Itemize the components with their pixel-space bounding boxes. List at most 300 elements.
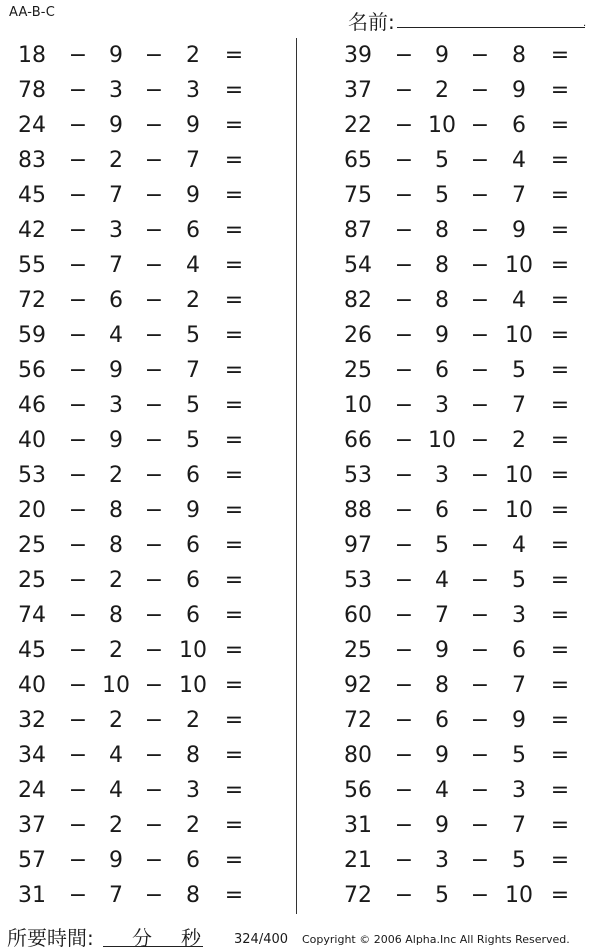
minus-sign: − bbox=[68, 358, 88, 383]
minuend: 25 bbox=[344, 638, 372, 663]
subtrahend-1: 8 bbox=[435, 288, 449, 313]
minuend: 31 bbox=[344, 813, 372, 838]
minus-sign: − bbox=[470, 883, 490, 908]
equals-sign: = bbox=[224, 113, 244, 138]
minus-sign: − bbox=[394, 638, 414, 663]
equals-sign: = bbox=[224, 78, 244, 103]
minuend: 57 bbox=[18, 848, 46, 873]
minuend: 53 bbox=[344, 568, 372, 593]
minus-sign: − bbox=[144, 603, 164, 628]
minus-sign: − bbox=[68, 393, 88, 418]
equals-sign: = bbox=[224, 358, 244, 383]
minus-sign: − bbox=[68, 743, 88, 768]
minus-sign: − bbox=[394, 323, 414, 348]
minus-sign: − bbox=[68, 78, 88, 103]
minuend: 25 bbox=[344, 358, 372, 383]
minus-sign: − bbox=[394, 43, 414, 68]
subtrahend-1: 3 bbox=[435, 393, 449, 418]
minus-sign: − bbox=[68, 638, 88, 663]
subtrahend-1: 2 bbox=[109, 463, 123, 488]
time-label: 所要時間: bbox=[7, 926, 94, 950]
subtrahend-1: 5 bbox=[435, 148, 449, 173]
minus-sign: − bbox=[144, 288, 164, 313]
minuend: 56 bbox=[18, 358, 46, 383]
minus-sign: − bbox=[470, 218, 490, 243]
minus-sign: − bbox=[470, 113, 490, 138]
minus-sign: − bbox=[68, 568, 88, 593]
minuend: 72 bbox=[344, 883, 372, 908]
equals-sign: = bbox=[224, 288, 244, 313]
minuend: 24 bbox=[18, 778, 46, 803]
minuend: 37 bbox=[18, 813, 46, 838]
minus-sign: − bbox=[68, 218, 88, 243]
minus-sign: − bbox=[470, 393, 490, 418]
equals-sign: = bbox=[550, 253, 570, 278]
minus-sign: − bbox=[68, 848, 88, 873]
minus-sign: − bbox=[68, 43, 88, 68]
minus-sign: − bbox=[470, 743, 490, 768]
minus-sign: − bbox=[394, 743, 414, 768]
subtrahend-2: 7 bbox=[512, 183, 526, 208]
minus-sign: − bbox=[144, 568, 164, 593]
minuend: 87 bbox=[344, 218, 372, 243]
subtrahend-2: 9 bbox=[512, 78, 526, 103]
subtrahend-1: 10 bbox=[428, 113, 456, 138]
equals-sign: = bbox=[550, 848, 570, 873]
subtrahend-1: 3 bbox=[109, 218, 123, 243]
subtrahend-1: 10 bbox=[428, 428, 456, 453]
subtrahend-2: 2 bbox=[186, 708, 200, 733]
minus-sign: − bbox=[144, 148, 164, 173]
subtrahend-2: 4 bbox=[186, 253, 200, 278]
minus-sign: − bbox=[68, 148, 88, 173]
minuend: 26 bbox=[344, 323, 372, 348]
minus-sign: − bbox=[394, 148, 414, 173]
minuend: 39 bbox=[344, 43, 372, 68]
subtrahend-2: 3 bbox=[186, 78, 200, 103]
minuend: 72 bbox=[18, 288, 46, 313]
minus-sign: − bbox=[394, 113, 414, 138]
minus-sign: − bbox=[68, 498, 88, 523]
subtrahend-2: 6 bbox=[512, 113, 526, 138]
equals-sign: = bbox=[550, 603, 570, 628]
minus-sign: − bbox=[470, 533, 490, 558]
minuend: 46 bbox=[18, 393, 46, 418]
minuend: 21 bbox=[344, 848, 372, 873]
subtrahend-1: 4 bbox=[109, 323, 123, 348]
minuend: 59 bbox=[18, 323, 46, 348]
subtrahend-2: 3 bbox=[512, 778, 526, 803]
equals-sign: = bbox=[550, 78, 570, 103]
minus-sign: − bbox=[394, 673, 414, 698]
minus-sign: − bbox=[394, 288, 414, 313]
subtrahend-1: 6 bbox=[435, 358, 449, 383]
subtrahend-2: 10 bbox=[505, 323, 533, 348]
minus-sign: − bbox=[144, 43, 164, 68]
minus-sign: − bbox=[68, 113, 88, 138]
minuend: 18 bbox=[18, 43, 46, 68]
minus-sign: − bbox=[470, 428, 490, 453]
equals-sign: = bbox=[550, 358, 570, 383]
subtrahend-1: 9 bbox=[109, 428, 123, 453]
minus-sign: − bbox=[394, 358, 414, 383]
subtrahend-2: 2 bbox=[186, 43, 200, 68]
equals-sign: = bbox=[550, 183, 570, 208]
equals-sign: = bbox=[224, 883, 244, 908]
minus-sign: − bbox=[68, 708, 88, 733]
minuend: 53 bbox=[18, 463, 46, 488]
minus-sign: − bbox=[470, 848, 490, 873]
minus-sign: − bbox=[68, 288, 88, 313]
equals-sign: = bbox=[224, 638, 244, 663]
minuend: 20 bbox=[18, 498, 46, 523]
equals-sign: = bbox=[550, 638, 570, 663]
minus-sign: − bbox=[470, 463, 490, 488]
subtrahend-1: 9 bbox=[435, 323, 449, 348]
subtrahend-1: 4 bbox=[435, 568, 449, 593]
subtrahend-2: 5 bbox=[186, 393, 200, 418]
subtrahend-1: 3 bbox=[109, 393, 123, 418]
subtrahend-2: 6 bbox=[186, 463, 200, 488]
minus-sign: − bbox=[68, 183, 88, 208]
subtrahend-2: 8 bbox=[186, 883, 200, 908]
minuend: 40 bbox=[18, 673, 46, 698]
equals-sign: = bbox=[224, 218, 244, 243]
subtrahend-2: 10 bbox=[505, 498, 533, 523]
minus-sign: − bbox=[144, 358, 164, 383]
minus-sign: − bbox=[470, 183, 490, 208]
equals-sign: = bbox=[550, 218, 570, 243]
minuend: 60 bbox=[344, 603, 372, 628]
minuend: 72 bbox=[344, 708, 372, 733]
equals-sign: = bbox=[550, 673, 570, 698]
equals-sign: = bbox=[224, 428, 244, 453]
subtrahend-1: 9 bbox=[109, 113, 123, 138]
subtrahend-2: 9 bbox=[186, 113, 200, 138]
minuend: 74 bbox=[18, 603, 46, 628]
subtrahend-1: 9 bbox=[435, 813, 449, 838]
minuend: 34 bbox=[18, 743, 46, 768]
equals-sign: = bbox=[224, 743, 244, 768]
equals-sign: = bbox=[550, 288, 570, 313]
minuend: 80 bbox=[344, 743, 372, 768]
subtrahend-1: 9 bbox=[109, 43, 123, 68]
minus-sign: − bbox=[144, 463, 164, 488]
minus-sign: − bbox=[394, 778, 414, 803]
subtrahend-2: 10 bbox=[505, 253, 533, 278]
equals-sign: = bbox=[550, 568, 570, 593]
subtrahend-1: 4 bbox=[435, 778, 449, 803]
equals-sign: = bbox=[224, 673, 244, 698]
subtrahend-2: 9 bbox=[186, 183, 200, 208]
subtrahend-2: 10 bbox=[179, 638, 207, 663]
equals-sign: = bbox=[224, 708, 244, 733]
minuend: 97 bbox=[344, 533, 372, 558]
subtrahend-2: 10 bbox=[505, 883, 533, 908]
equals-sign: = bbox=[550, 778, 570, 803]
minus-sign: − bbox=[394, 463, 414, 488]
minus-sign: − bbox=[470, 813, 490, 838]
minus-sign: − bbox=[470, 288, 490, 313]
minuend: 40 bbox=[18, 428, 46, 453]
subtrahend-1: 3 bbox=[435, 463, 449, 488]
equals-sign: = bbox=[224, 463, 244, 488]
subtrahend-2: 7 bbox=[186, 358, 200, 383]
minuend: 66 bbox=[344, 428, 372, 453]
minuend: 65 bbox=[344, 148, 372, 173]
minus-sign: − bbox=[470, 498, 490, 523]
equals-sign: = bbox=[224, 568, 244, 593]
minus-sign: − bbox=[394, 428, 414, 453]
subtrahend-1: 8 bbox=[435, 218, 449, 243]
name-label: 名前: bbox=[348, 10, 395, 34]
subtrahend-1: 3 bbox=[435, 848, 449, 873]
minus-sign: − bbox=[68, 253, 88, 278]
minus-sign: − bbox=[470, 78, 490, 103]
subtrahend-1: 2 bbox=[109, 708, 123, 733]
subtrahend-2: 6 bbox=[186, 218, 200, 243]
minus-sign: − bbox=[394, 78, 414, 103]
subtrahend-1: 2 bbox=[109, 148, 123, 173]
minus-sign: − bbox=[144, 778, 164, 803]
equals-sign: = bbox=[224, 183, 244, 208]
minus-sign: − bbox=[394, 533, 414, 558]
subtrahend-1: 7 bbox=[435, 603, 449, 628]
minuend: 53 bbox=[344, 463, 372, 488]
minus-sign: − bbox=[144, 393, 164, 418]
minus-sign: − bbox=[394, 848, 414, 873]
minus-sign: − bbox=[68, 603, 88, 628]
equals-sign: = bbox=[550, 43, 570, 68]
minus-sign: − bbox=[68, 883, 88, 908]
minus-sign: − bbox=[144, 78, 164, 103]
subtrahend-2: 7 bbox=[512, 393, 526, 418]
subtrahend-2: 2 bbox=[512, 428, 526, 453]
subtrahend-1: 9 bbox=[109, 848, 123, 873]
minus-sign: − bbox=[68, 428, 88, 453]
minus-sign: − bbox=[394, 183, 414, 208]
minus-sign: − bbox=[144, 673, 164, 698]
subtrahend-1: 2 bbox=[109, 813, 123, 838]
subtrahend-2: 5 bbox=[512, 848, 526, 873]
minuend: 31 bbox=[18, 883, 46, 908]
minus-sign: − bbox=[144, 323, 164, 348]
minus-sign: − bbox=[68, 323, 88, 348]
subtrahend-2: 8 bbox=[186, 743, 200, 768]
subtrahend-1: 5 bbox=[435, 533, 449, 558]
equals-sign: = bbox=[224, 498, 244, 523]
minus-sign: − bbox=[144, 498, 164, 523]
equals-sign: = bbox=[550, 148, 570, 173]
equals-sign: = bbox=[224, 323, 244, 348]
minuend: 83 bbox=[18, 148, 46, 173]
subtrahend-2: 3 bbox=[512, 603, 526, 628]
subtrahend-1: 9 bbox=[109, 358, 123, 383]
minus-sign: − bbox=[394, 218, 414, 243]
minuend: 78 bbox=[18, 78, 46, 103]
subtrahend-1: 6 bbox=[109, 288, 123, 313]
subtrahend-1: 2 bbox=[109, 638, 123, 663]
equals-sign: = bbox=[550, 428, 570, 453]
minus-sign: − bbox=[144, 813, 164, 838]
subtrahend-1: 10 bbox=[102, 673, 130, 698]
minus-sign: − bbox=[470, 673, 490, 698]
minus-sign: − bbox=[470, 778, 490, 803]
subtrahend-1: 2 bbox=[435, 78, 449, 103]
minus-sign: − bbox=[144, 848, 164, 873]
subtrahend-1: 5 bbox=[435, 183, 449, 208]
minus-sign: − bbox=[394, 253, 414, 278]
column-divider bbox=[296, 38, 297, 914]
subtrahend-2: 4 bbox=[512, 148, 526, 173]
subtrahend-2: 4 bbox=[512, 288, 526, 313]
minuend: 42 bbox=[18, 218, 46, 243]
subtrahend-1: 8 bbox=[109, 533, 123, 558]
subtrahend-2: 10 bbox=[505, 463, 533, 488]
subtrahend-2: 6 bbox=[186, 603, 200, 628]
minus-sign: − bbox=[470, 708, 490, 733]
subtrahend-1: 9 bbox=[435, 743, 449, 768]
subtrahend-1: 8 bbox=[435, 673, 449, 698]
equals-sign: = bbox=[550, 463, 570, 488]
subtrahend-2: 5 bbox=[186, 323, 200, 348]
subtrahend-1: 4 bbox=[109, 743, 123, 768]
minuend: 22 bbox=[344, 113, 372, 138]
minuend: 45 bbox=[18, 183, 46, 208]
minus-sign: − bbox=[68, 813, 88, 838]
minus-sign: − bbox=[144, 428, 164, 453]
minus-sign: − bbox=[394, 498, 414, 523]
subtrahend-1: 7 bbox=[109, 253, 123, 278]
minuend: 55 bbox=[18, 253, 46, 278]
subtrahend-2: 3 bbox=[186, 778, 200, 803]
equals-sign: = bbox=[550, 708, 570, 733]
subtrahend-2: 6 bbox=[186, 848, 200, 873]
minuend: 88 bbox=[344, 498, 372, 523]
subtrahend-1: 7 bbox=[109, 883, 123, 908]
worksheet-code: AA-B-C bbox=[9, 5, 55, 20]
minus-sign: − bbox=[68, 673, 88, 698]
minus-sign: − bbox=[68, 533, 88, 558]
subtrahend-1: 7 bbox=[109, 183, 123, 208]
minus-sign: − bbox=[144, 253, 164, 278]
equals-sign: = bbox=[550, 813, 570, 838]
minutes-label: 分 bbox=[132, 926, 152, 950]
minuend: 25 bbox=[18, 533, 46, 558]
subtrahend-1: 8 bbox=[109, 603, 123, 628]
equals-sign: = bbox=[224, 848, 244, 873]
subtrahend-1: 5 bbox=[435, 883, 449, 908]
subtrahend-1: 4 bbox=[109, 778, 123, 803]
minuend: 82 bbox=[344, 288, 372, 313]
subtrahend-2: 8 bbox=[512, 43, 526, 68]
subtrahend-1: 8 bbox=[109, 498, 123, 523]
minuend: 92 bbox=[344, 673, 372, 698]
minus-sign: − bbox=[68, 778, 88, 803]
subtrahend-2: 7 bbox=[512, 673, 526, 698]
equals-sign: = bbox=[550, 393, 570, 418]
minuend: 37 bbox=[344, 78, 372, 103]
subtrahend-2: 5 bbox=[186, 428, 200, 453]
minus-sign: − bbox=[470, 568, 490, 593]
minus-sign: − bbox=[470, 323, 490, 348]
minuend: 56 bbox=[344, 778, 372, 803]
minus-sign: − bbox=[144, 533, 164, 558]
equals-sign: = bbox=[550, 498, 570, 523]
subtrahend-2: 6 bbox=[186, 533, 200, 558]
minus-sign: − bbox=[394, 813, 414, 838]
minus-sign: − bbox=[394, 568, 414, 593]
minuend: 32 bbox=[18, 708, 46, 733]
minus-sign: − bbox=[470, 253, 490, 278]
subtrahend-2: 7 bbox=[186, 148, 200, 173]
minus-sign: − bbox=[470, 148, 490, 173]
minus-sign: − bbox=[68, 463, 88, 488]
minus-sign: − bbox=[144, 113, 164, 138]
subtrahend-2: 2 bbox=[186, 813, 200, 838]
minuend: 25 bbox=[18, 568, 46, 593]
equals-sign: = bbox=[550, 743, 570, 768]
equals-sign: = bbox=[224, 603, 244, 628]
equals-sign: = bbox=[224, 778, 244, 803]
subtrahend-1: 6 bbox=[435, 498, 449, 523]
copyright-notice: Copyright © 2006 Alpha.Inc All Rights Reserved. bbox=[302, 933, 570, 946]
subtrahend-2: 9 bbox=[512, 708, 526, 733]
minuend: 54 bbox=[344, 253, 372, 278]
minus-sign: − bbox=[470, 358, 490, 383]
equals-sign: = bbox=[224, 393, 244, 418]
subtrahend-2: 4 bbox=[512, 533, 526, 558]
minus-sign: − bbox=[144, 638, 164, 663]
subtrahend-1: 9 bbox=[435, 638, 449, 663]
subtrahend-2: 5 bbox=[512, 358, 526, 383]
minuend: 75 bbox=[344, 183, 372, 208]
minus-sign: − bbox=[144, 743, 164, 768]
seconds-label: 秒 bbox=[181, 926, 201, 950]
subtrahend-1: 9 bbox=[435, 43, 449, 68]
equals-sign: = bbox=[224, 43, 244, 68]
subtrahend-1: 8 bbox=[435, 253, 449, 278]
subtrahend-2: 9 bbox=[512, 218, 526, 243]
page-number: 324/400 bbox=[234, 932, 289, 947]
minus-sign: − bbox=[144, 883, 164, 908]
equals-sign: = bbox=[224, 253, 244, 278]
minuend: 10 bbox=[344, 393, 372, 418]
minus-sign: − bbox=[394, 883, 414, 908]
equals-sign: = bbox=[550, 533, 570, 558]
equals-sign: = bbox=[550, 883, 570, 908]
subtrahend-2: 5 bbox=[512, 568, 526, 593]
subtrahend-2: 6 bbox=[512, 638, 526, 663]
subtrahend-2: 7 bbox=[512, 813, 526, 838]
minus-sign: − bbox=[144, 218, 164, 243]
subtrahend-1: 3 bbox=[109, 78, 123, 103]
name-dot: . bbox=[583, 18, 587, 29]
minus-sign: − bbox=[394, 393, 414, 418]
subtrahend-2: 10 bbox=[179, 673, 207, 698]
name-field[interactable] bbox=[397, 27, 585, 28]
equals-sign: = bbox=[224, 533, 244, 558]
minus-sign: − bbox=[144, 183, 164, 208]
subtrahend-2: 6 bbox=[186, 568, 200, 593]
minus-sign: − bbox=[394, 603, 414, 628]
subtrahend-2: 9 bbox=[186, 498, 200, 523]
minus-sign: − bbox=[144, 708, 164, 733]
equals-sign: = bbox=[550, 113, 570, 138]
equals-sign: = bbox=[224, 148, 244, 173]
subtrahend-2: 5 bbox=[512, 743, 526, 768]
minuend: 24 bbox=[18, 113, 46, 138]
